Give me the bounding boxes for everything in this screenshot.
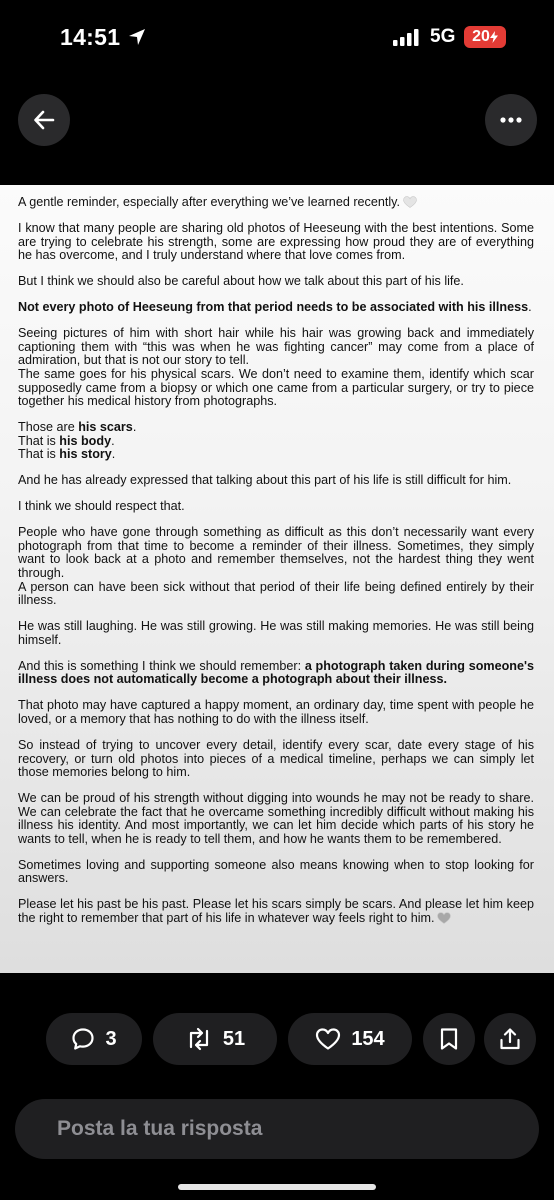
- note-text: That is: [18, 447, 60, 462]
- note-paragraph: [18, 368, 534, 409]
- note-text: .: [528, 300, 532, 315]
- note-text: So instead of trying to uncover every detail, identify every scar, date every stage of his recovery, or turn old photos into pieces of a medical timeline, perhaps we can simply let those memories belong to him.: [18, 737, 534, 780]
- note-text: I think we should respect that.: [18, 499, 185, 514]
- share-icon: [498, 1027, 522, 1051]
- note-paragraph: [18, 275, 534, 289]
- like-button[interactable]: [288, 1013, 412, 1065]
- note-text: The same goes for his physical scars. We don’t need to examine them, identify which scar supposedly came from a biopsy or which one came from a particular surgery, or try to piece together his medical history from photographs.: [18, 366, 534, 409]
- note-bold-text: his scars: [78, 420, 133, 435]
- share-button[interactable]: [484, 1013, 536, 1065]
- note-text: But I think we should also be careful about how we talk about this part of his life.: [18, 274, 464, 289]
- note-text: Seeing pictures of him with short hair while his hair was growing back and immediately captioning them with “this was when he was fighting cancer” may come from a place of admiration, but that is not our story to tell.: [18, 326, 534, 368]
- note-text: People who have gone through something as difficult as this don’t necessarily want every photograph from that time to become a reminder of their illness. Sometimes, they simply want to look back at a photo and remember themselves, not the hardest thing they went through.: [18, 525, 534, 580]
- grey-heart-icon: [437, 912, 451, 924]
- reply-placeholder: Posta la tua risposta: [57, 1117, 263, 1140]
- location-arrow-icon: [127, 27, 147, 47]
- note-paragraph: [18, 421, 534, 435]
- battery-indicator: [464, 26, 506, 48]
- note-paragraph: [18, 792, 534, 846]
- note-text: And this is something I think we should remember:: [18, 658, 305, 673]
- note-paragraph: [18, 859, 534, 886]
- note-paragraph: [18, 327, 534, 368]
- note-text: That photo may have captured a happy moment, an ordinary day, time spent with people he loved, or a memory that has nothing to do with the illness itself.: [18, 698, 534, 726]
- note-text: .: [111, 433, 115, 448]
- note-bold-text: Not every photo of Heeseung from that period needs to be associated with his illness: [18, 300, 529, 315]
- like-count: 154: [351, 1027, 385, 1050]
- note-text: .: [132, 420, 137, 435]
- home-indicator[interactable]: [178, 1184, 376, 1190]
- note-text: I know that many people are sharing old photos of Heeseung with the best intentions. Some are trying to celebrate his strength, some are expressing how proud they are of everything he has overcome, and I truly understand where that love comes from.: [18, 220, 534, 263]
- note-paragraph: [18, 526, 534, 580]
- note-paragraph: [18, 301, 534, 315]
- note-bold-text: a photograph taken during someone's illness does not automatically become a photograph about their illness.: [18, 658, 534, 687]
- reply-button[interactable]: [46, 1013, 142, 1065]
- note-text: And he has already expressed that talking about this part of his life is still difficult for him.: [18, 473, 512, 488]
- note-text: That is: [18, 433, 60, 448]
- note-text: .: [111, 447, 116, 462]
- clock: 14:51: [60, 24, 121, 50]
- note-text: He was still laughing. He was still growing. He was still making memories. He was still being himself.: [18, 619, 534, 647]
- note-paragraph: [18, 660, 534, 687]
- cellular-signal-icon: [393, 29, 419, 46]
- note-paragraph: [18, 739, 534, 780]
- note-paragraph: [18, 500, 534, 514]
- note-paragraph: [18, 222, 534, 263]
- charging-bolt-icon: [490, 31, 498, 43]
- note-paragraph: [18, 448, 534, 462]
- note-text: A gentle reminder, especially after everything we’ve learned recently.: [18, 195, 400, 209]
- reply-input[interactable]: [15, 1099, 539, 1159]
- network-type: 5G: [430, 26, 456, 47]
- note-paragraph: [18, 620, 534, 647]
- note-paragraph: [18, 196, 534, 210]
- note-text: Sometimes loving and supporting someone also means knowing when to stop looking for answers.: [18, 857, 534, 886]
- note-paragraph: [18, 699, 534, 726]
- note-bold-text: his body: [59, 433, 112, 448]
- note-paragraph: [18, 581, 534, 608]
- note-paragraph: [18, 474, 534, 488]
- battery-level: 20: [472, 28, 490, 45]
- note-text: A person can have been sick without that period of their life being defined entirely by their illness.: [18, 579, 534, 608]
- bookmark-icon: [439, 1027, 459, 1051]
- note-text: We can be proud of his strength without digging into wounds he may not be ready to share. We can celebrate the fact that he overcame something incredibly difficult without making his illness his identity. And most importantly, we can let him decide which parts of his story he wants to tell, when he is ready to tell them, and how he wants them to be remembered.: [18, 791, 534, 846]
- status-bar: [0, 0, 554, 76]
- reply-count: 3: [105, 1027, 117, 1050]
- white-heart-icon: [403, 196, 417, 208]
- heart-icon: [315, 1027, 341, 1051]
- more-options-button[interactable]: [485, 94, 537, 146]
- repost-button[interactable]: [153, 1013, 277, 1065]
- note-bold-text: his story: [59, 447, 112, 462]
- bookmark-button[interactable]: [423, 1013, 475, 1065]
- note-paragraph: [18, 435, 534, 449]
- back-button[interactable]: [18, 94, 70, 146]
- arrow-left-icon: [33, 109, 55, 131]
- post-image[interactable]: [0, 185, 554, 973]
- ellipsis-icon: [500, 117, 522, 123]
- speech-bubble-icon: [71, 1027, 95, 1051]
- note-text: Those are: [18, 420, 79, 435]
- note-text: Please let his past be his past. Please let his scars simply be scars. And please let him keep the right to remember that part of his life in whatever way feels right to him.: [18, 897, 534, 926]
- note-paragraph: [18, 898, 534, 925]
- repost-icon: [185, 1027, 213, 1051]
- repost-count: 51: [222, 1027, 246, 1050]
